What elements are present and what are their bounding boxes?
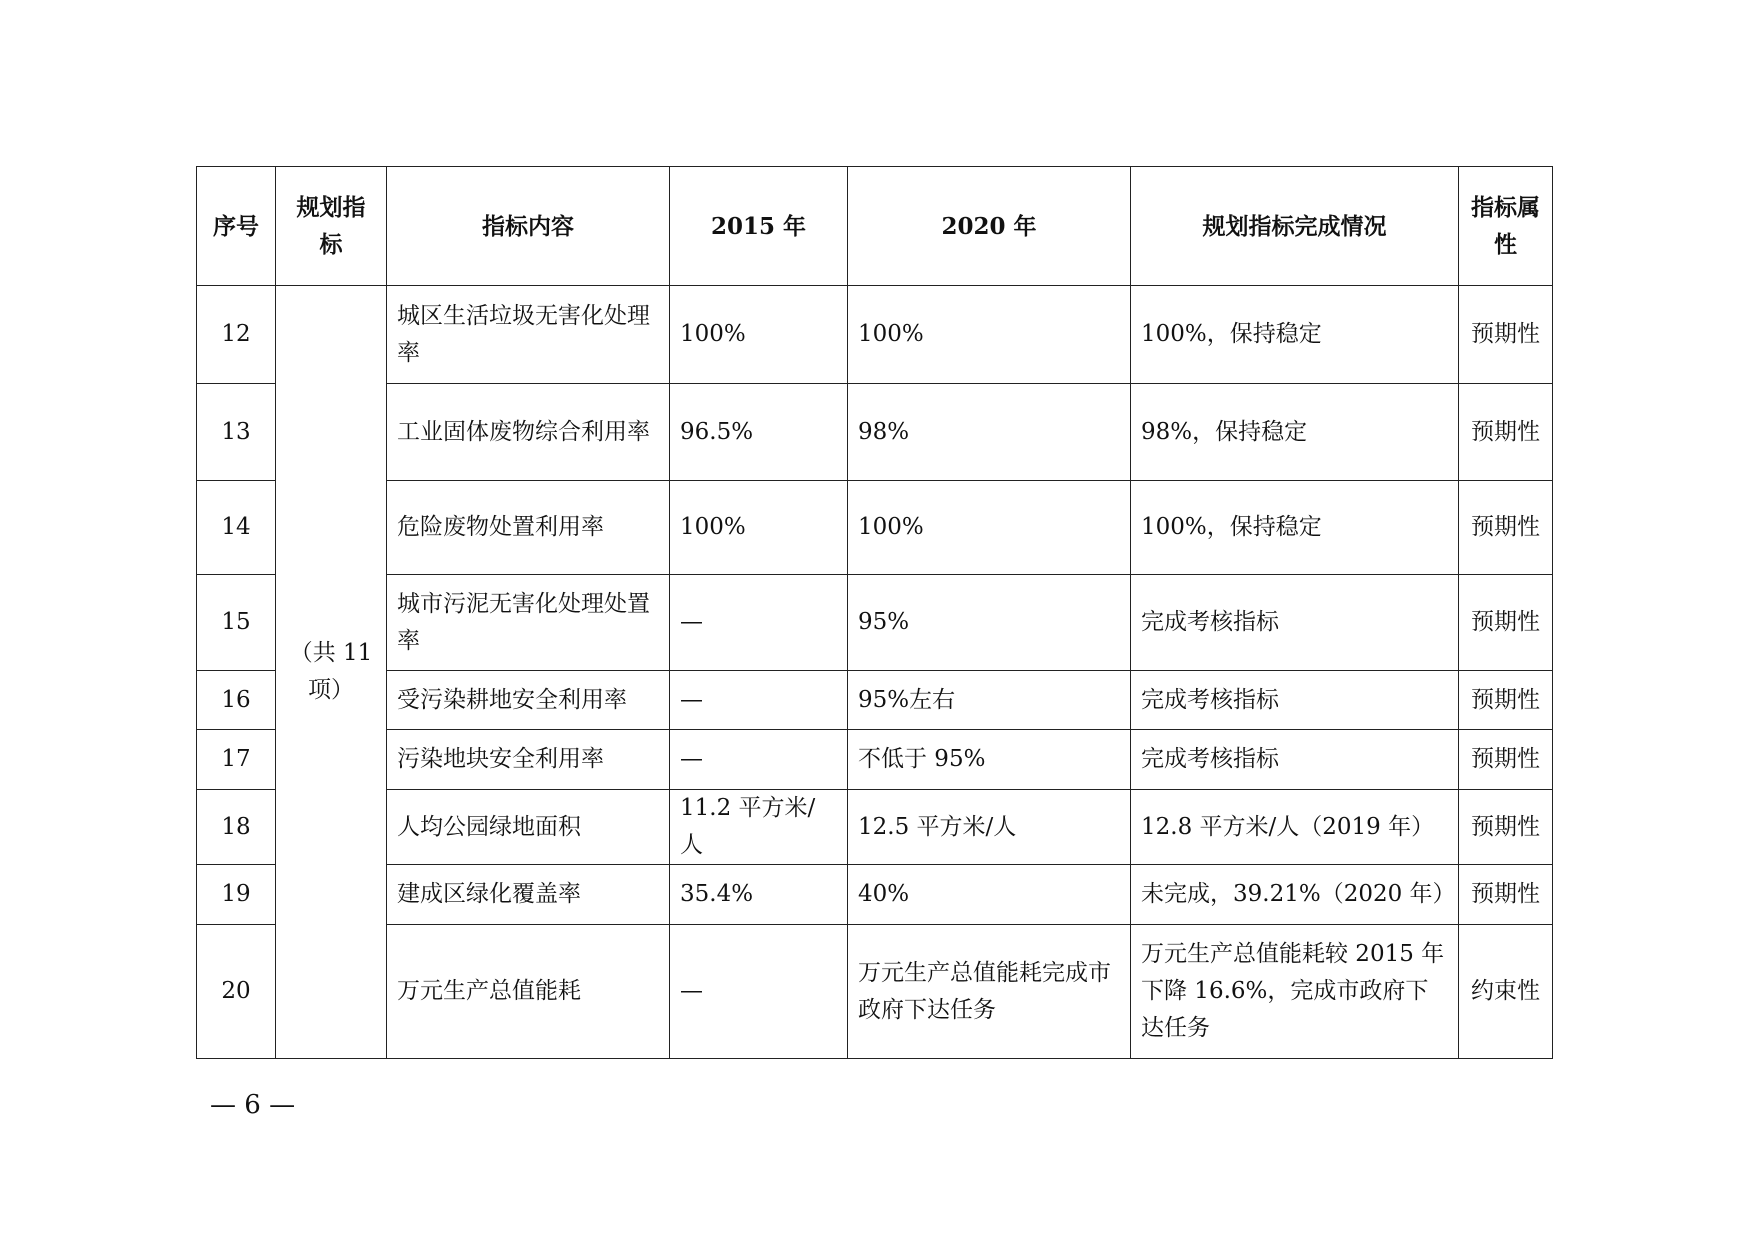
header-no: 序号 bbox=[197, 167, 276, 286]
table-row bbox=[197, 481, 1553, 575]
row-no: 15 bbox=[197, 575, 276, 671]
row-2020: 100% bbox=[848, 286, 1131, 384]
row-2015: 35.4% bbox=[670, 865, 848, 925]
row-no: 20 bbox=[197, 925, 276, 1059]
row-status: 未完成，39.21%（2020 年） bbox=[1131, 865, 1459, 925]
row-status: 12.8 平方米/人（2019 年） bbox=[1131, 790, 1459, 865]
row-attr: 预期性 bbox=[1459, 481, 1553, 575]
row-2020: 不低于 95% bbox=[848, 730, 1131, 790]
row-2020: 95% bbox=[848, 575, 1131, 671]
table-row bbox=[197, 790, 1553, 865]
header-status: 规划指标完成情况 bbox=[1131, 167, 1459, 286]
indicator-table bbox=[196, 166, 1553, 1059]
row-no: 17 bbox=[197, 730, 276, 790]
category-cell: （共 11 项） bbox=[276, 286, 387, 1059]
table-row bbox=[197, 865, 1553, 925]
row-content: 城区生活垃圾无害化处理率 bbox=[387, 286, 670, 384]
row-content: 污染地块安全利用率 bbox=[387, 730, 670, 790]
table-row bbox=[197, 286, 1553, 384]
row-content: 城市污泥无害化处理处置率 bbox=[387, 575, 670, 671]
header-2020: 2020 年 bbox=[848, 167, 1131, 286]
row-2020: 万元生产总值能耗完成市政府下达任务 bbox=[848, 925, 1131, 1059]
row-2015: — bbox=[670, 730, 848, 790]
row-2020: 100% bbox=[848, 481, 1131, 575]
page-number: — 6 — bbox=[210, 1090, 296, 1120]
row-status: 100%，保持稳定 bbox=[1131, 286, 1459, 384]
row-2015: — bbox=[670, 925, 848, 1059]
row-no: 14 bbox=[197, 481, 276, 575]
row-2020: 95%左右 bbox=[848, 671, 1131, 730]
header-row bbox=[197, 167, 1553, 286]
row-2020: 12.5 平方米/人 bbox=[848, 790, 1131, 865]
row-2015: 100% bbox=[670, 481, 848, 575]
row-2015: 11.2 平方米/人 bbox=[670, 790, 848, 865]
row-no: 18 bbox=[197, 790, 276, 865]
row-status: 完成考核指标 bbox=[1131, 730, 1459, 790]
row-status: 完成考核指标 bbox=[1131, 575, 1459, 671]
row-attr: 预期性 bbox=[1459, 790, 1553, 865]
row-2015: — bbox=[670, 671, 848, 730]
table-row bbox=[197, 671, 1553, 730]
header-category: 规划指标 bbox=[276, 167, 387, 286]
row-content: 建成区绿化覆盖率 bbox=[387, 865, 670, 925]
row-2015: 96.5% bbox=[670, 384, 848, 481]
row-no: 12 bbox=[197, 286, 276, 384]
row-attr: 预期性 bbox=[1459, 575, 1553, 671]
row-content: 危险废物处置利用率 bbox=[387, 481, 670, 575]
row-attr: 预期性 bbox=[1459, 384, 1553, 481]
header-content: 指标内容 bbox=[387, 167, 670, 286]
row-no: 19 bbox=[197, 865, 276, 925]
row-content: 工业固体废物综合利用率 bbox=[387, 384, 670, 481]
row-status: 万元生产总值能耗较 2015 年下降 16.6%，完成市政府下达任务 bbox=[1131, 925, 1459, 1059]
row-status: 完成考核指标 bbox=[1131, 671, 1459, 730]
row-attr: 预期性 bbox=[1459, 730, 1553, 790]
row-attr: 预期性 bbox=[1459, 865, 1553, 925]
row-content: 受污染耕地安全利用率 bbox=[387, 671, 670, 730]
row-2015: 100% bbox=[670, 286, 848, 384]
header-2015: 2015 年 bbox=[670, 167, 848, 286]
header-attr: 指标属性 bbox=[1459, 167, 1553, 286]
row-no: 13 bbox=[197, 384, 276, 481]
row-2020: 98% bbox=[848, 384, 1131, 481]
row-status: 100%，保持稳定 bbox=[1131, 481, 1459, 575]
row-content: 万元生产总值能耗 bbox=[387, 925, 670, 1059]
row-no: 16 bbox=[197, 671, 276, 730]
row-attr: 约束性 bbox=[1459, 925, 1553, 1059]
row-2015: — bbox=[670, 575, 848, 671]
row-2020: 40% bbox=[848, 865, 1131, 925]
table-row bbox=[197, 575, 1553, 671]
row-attr: 预期性 bbox=[1459, 286, 1553, 384]
table-row bbox=[197, 925, 1553, 1059]
table-row bbox=[197, 384, 1553, 481]
row-content: 人均公园绿地面积 bbox=[387, 790, 670, 865]
row-status: 98%，保持稳定 bbox=[1131, 384, 1459, 481]
table-row bbox=[197, 730, 1553, 790]
row-attr: 预期性 bbox=[1459, 671, 1553, 730]
